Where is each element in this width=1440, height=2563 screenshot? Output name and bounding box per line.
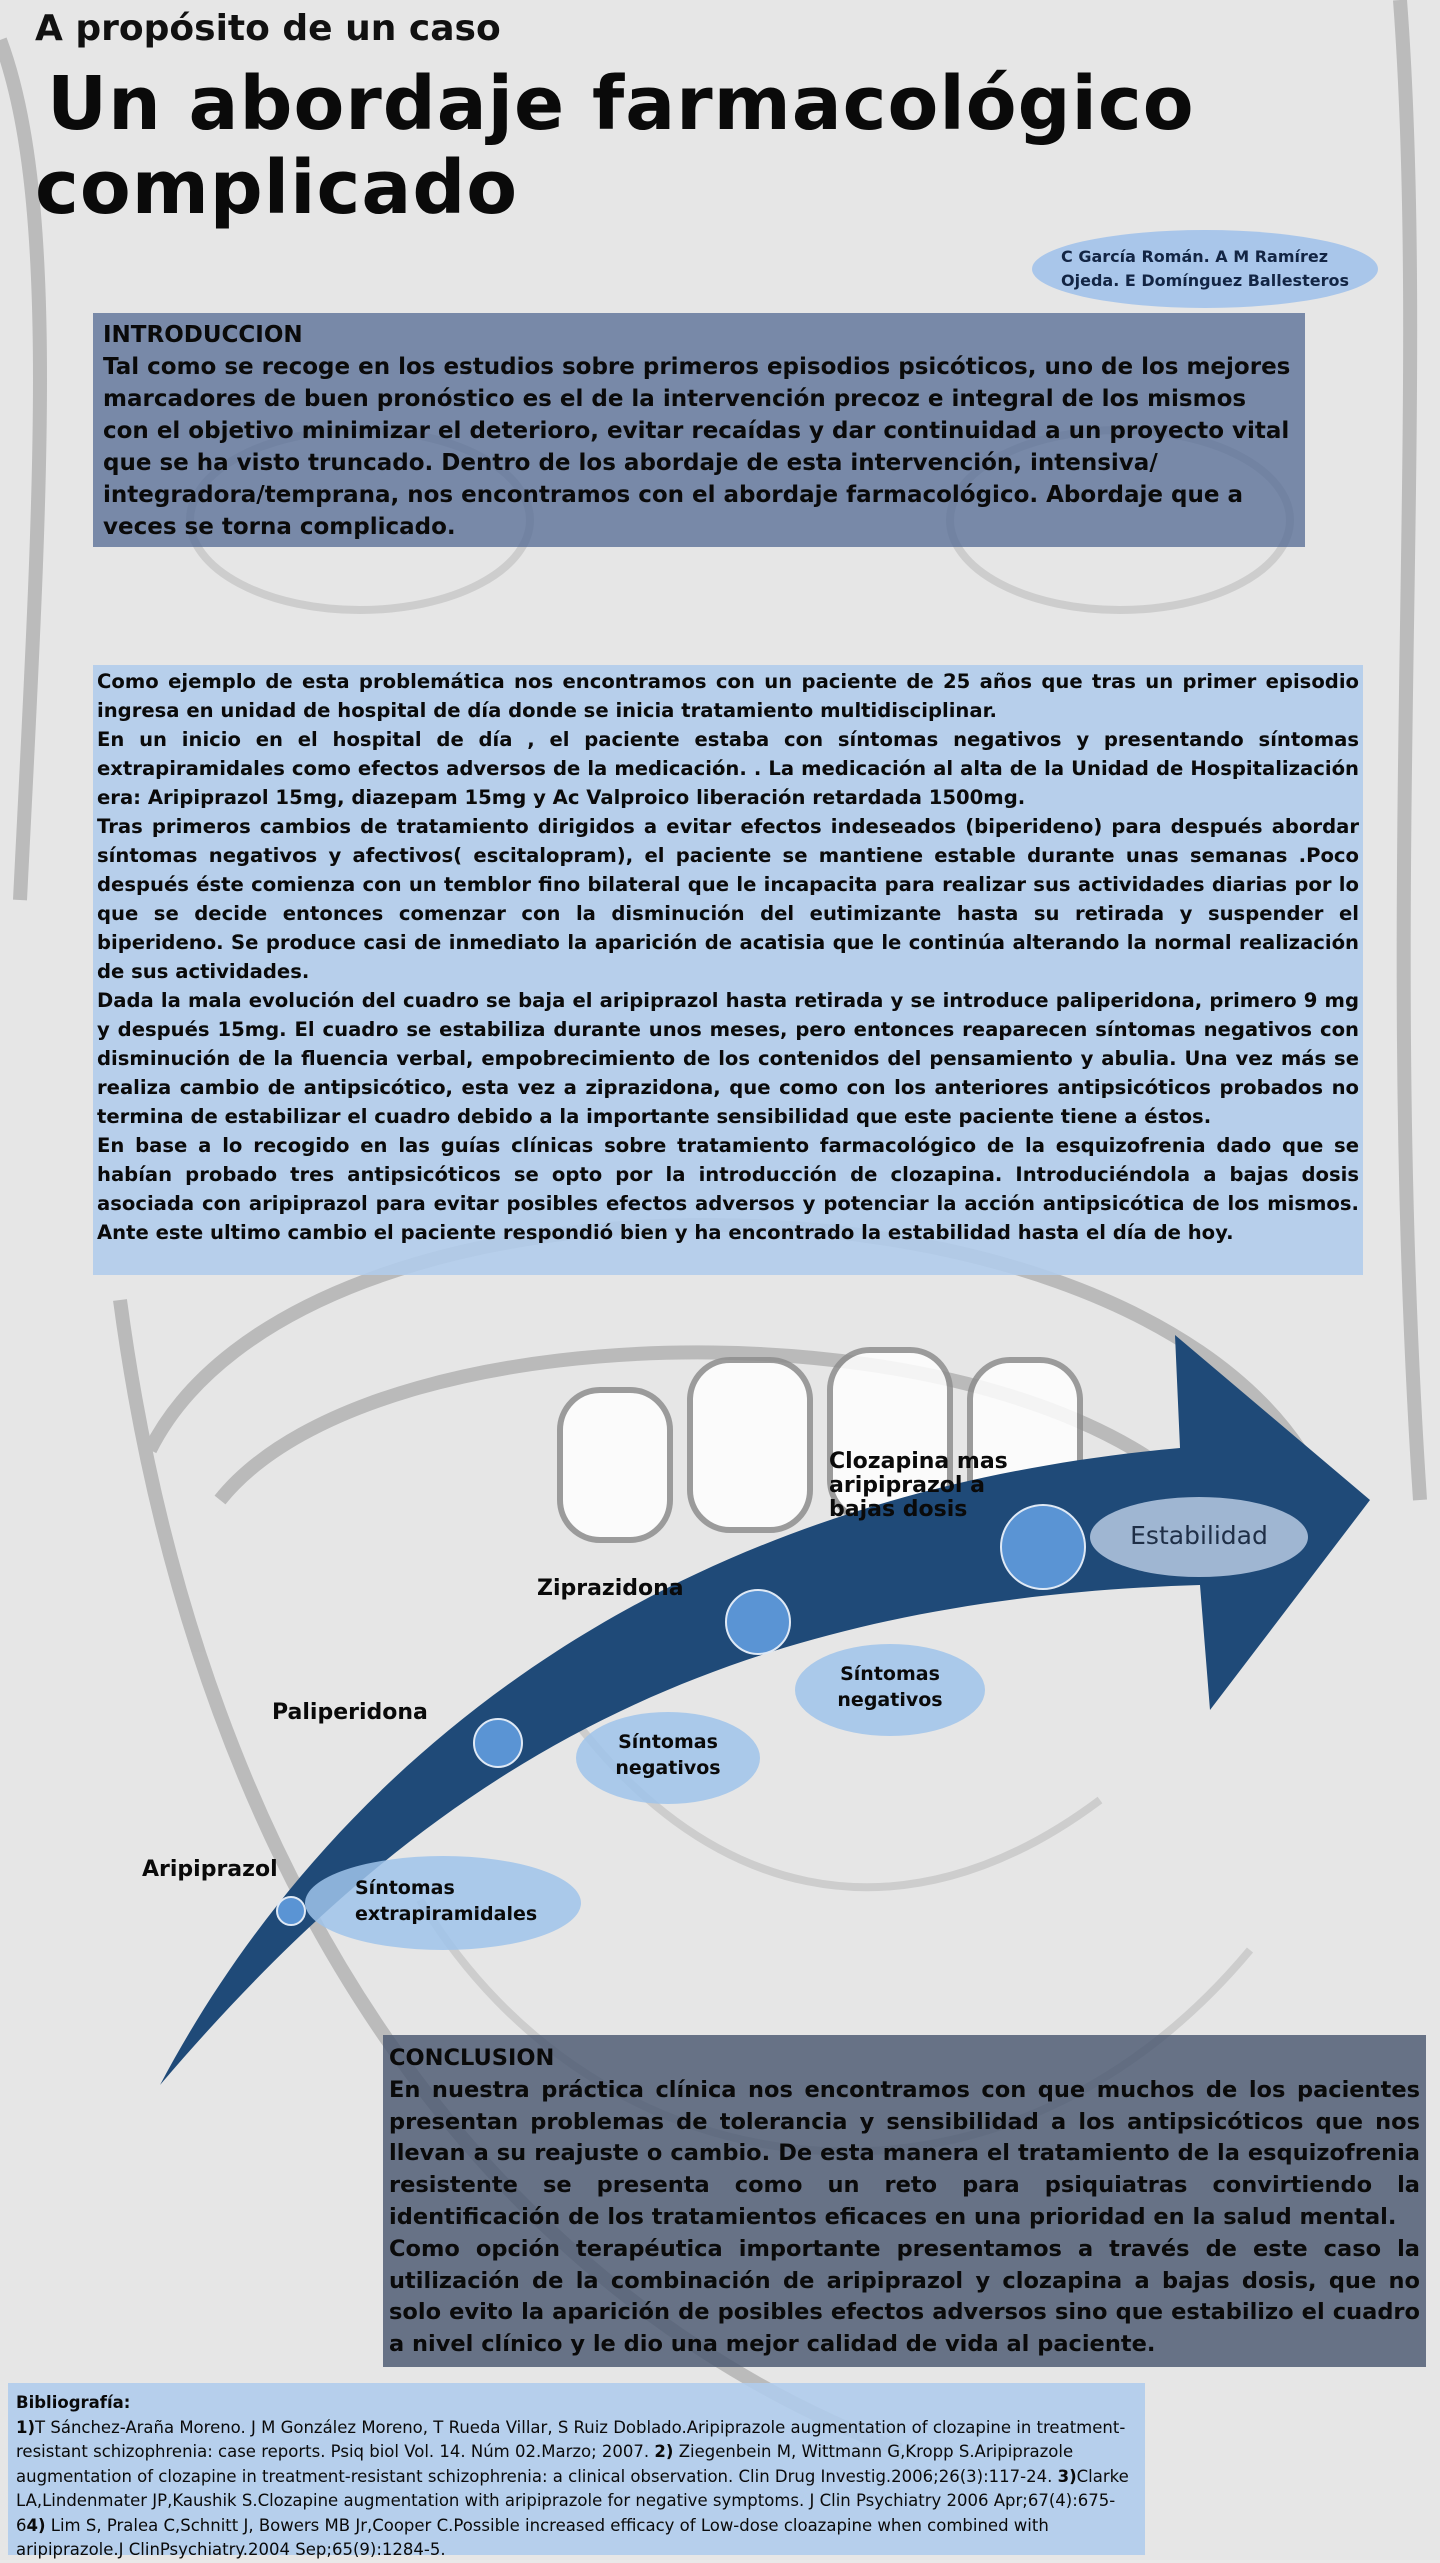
timeline-final-label: Estabilidad — [1130, 1521, 1268, 1550]
ref4-number: 4) — [26, 2515, 46, 2535]
step2-note-line-1: Síntomas — [618, 1731, 718, 1753]
conclusion-paragraph-1: En nuestra práctica clínica nos encontramos con que muchos de los pacientes presentan problemas de tolerancia y sensibilidad a los antipsicóticos que nos llevan a su reajuste o cambio. De esta manera el tratamiento de la esquizofrenia resistente se presenta como un reto para psiquiatras convirtiendo la identificación de los tratamientos eficaces en una prioridad en la salud mental. — [389, 2076, 1420, 2230]
ref4-text: Lim S, Pralea C,Schnitt J, Bowers MB Jr,Cooper C.Possible increased efficacy of Low-dose cloazapine when combined with aripiprazole.J ClinPsychiatry.2004 Sep;65(9):1284-5. — [16, 2515, 1049, 2559]
conclusion-heading: CONCLUSION — [389, 2045, 555, 2071]
bibliography-section — [8, 2383, 1145, 2559]
timeline-step4-marker — [1001, 1505, 1085, 1589]
case-paragraph-1: Como ejemplo de esta problemática nos encontramos con un paciente de 25 años que tras un primer episodio ingresa en unidad de hospital de día donde se inicia tratamiento multidisciplinar. — [97, 670, 1359, 722]
case-paragraph-5: En base a lo recogido en las guías clínicas sobre tratamiento farmacológico de la esquizofrenia dado que se habían probado tres antipsicóticos se opto por la introducción de clozapina. Introduciéndola a bajas dosis asociada con aripiprazol para evitar posibles efectos adversos y potenciar la acción antipsicótica de los mismos. Ante este ultimo cambio el paciente respondió bien y ha encontrado la estabilidad hasta el día de hoy. — [97, 1134, 1359, 1244]
introduction-text: Tal como se recoge en los estudios sobre primeros episodios psicóticos, uno de los mejores marcadores de buen pronóstico es el de la intervención precoz e integral de los mismos con el objetivo minimizar el deterioro, evitar recaídas y dar continuidad a un proyecto vital que se ha visto truncado. Dentro de los abordaje de esta intervención, intensiva/ integradora/temprana, nos encontramos con el abordaje farmacológico. Abordaje que a veces se torna complicado. — [103, 354, 1291, 540]
conclusion-paragraph-2: Como opción terapéutica importante presentamos a través de este caso la utilización de la combinación de aripiprazol y clozapina a bajas dosis, que no solo evito la aparición de posibles efectos adversos sino que estabilizo el cuadro a nivel clínico y le dio una mejor calidad de vida al paciente. — [389, 2235, 1420, 2358]
step2-label: Paliperidona — [272, 1700, 428, 1725]
poster-title — [35, 62, 1195, 230]
step4-label-line-3: bajas dosis — [829, 1497, 968, 1522]
step2-note — [598, 1729, 738, 1781]
step1-label: Aripiprazol — [142, 1857, 278, 1882]
bibliography-heading: Bibliografía: — [16, 2393, 131, 2412]
step1-note-line-1: Síntomas — [355, 1877, 455, 1899]
authors — [1030, 228, 1380, 310]
ref1-text: T Sánchez-Araña Moreno. J M González Moreno, T Rueda Villar, S Ruiz Doblado.Aripiprazole augmentation of clozapine in treatment-resistant schizophrenia: case reports. Psiq biol Vol. 14. Núm 02.Marzo; 2007. — [16, 2417, 1126, 2461]
step3-note-line-2: negativos — [837, 1689, 943, 1711]
case-section — [93, 665, 1363, 1275]
step4-label — [829, 1450, 1008, 1522]
authors-line-1: C García Román. A M Ramírez — [1061, 247, 1329, 266]
introduction-section — [93, 313, 1305, 547]
timeline-step3-marker — [726, 1590, 790, 1654]
case-paragraph-2: En un inicio en el hospital de día , el paciente estaba con síntomas negativos y presentando síntomas extrapiramidales como efectos adversos de la medicación. . La medicación al alta de la Unidad de Hospitalización era: Aripiprazol 15mg, diazepam 15mg y Ac Valproico liberación retardada 1500mg. — [97, 728, 1359, 809]
step1-note-line-2: extrapiramidales — [355, 1903, 538, 1925]
ref3-text: Clarke LA,Lindenmater JP,Kaushik S.Clozapine augmentation with aripiprazole for negative symptoms. J Clin Psychiatry 2006 Apr;67(4):675-6 — [16, 2466, 1129, 2535]
title-line-2: complicado — [35, 145, 519, 231]
step3-note — [820, 1661, 960, 1713]
ref1-number: 1) — [16, 2417, 36, 2437]
timeline-step2-marker — [474, 1719, 522, 1767]
poster-subtitle: A propósito de un caso — [35, 8, 501, 49]
authors-line-2: Ojeda. E Domínguez Ballesteros — [1061, 271, 1349, 290]
ref3-number: 3) — [1057, 2466, 1077, 2486]
step1-note — [355, 1875, 537, 1927]
bibliography-list — [16, 2416, 1137, 2563]
treatment-timeline — [0, 1300, 1440, 2100]
case-paragraph-4: Dada la mala evolución del cuadro se baja el aripiprazol hasta retirada y se introduce paliperidona, primero 9 mg y después 15mg. El cuadro se estabiliza durante unos meses, pero entonces reaparecen síntomas negativos con disminución de la fluencia verbal, empobrecimiento de los contenidos del pensamiento y abulia. Una vez más se realiza cambio de antipsicótico, esta vez a ziprazidona, que como con los anteriores antipsicóticos probados no termina de estabilizar el cuadro debido a la importante sensibilidad que este paciente tiene a éstos. — [97, 989, 1359, 1128]
title-line-1: Un abordaje farmacológico — [47, 61, 1195, 147]
step4-label-line-2: aripiprazol a — [829, 1473, 985, 1498]
case-paragraph-3: Tras primeros cambios de tratamiento dirigidos a evitar efectos indeseados (biperideno) para después abordar síntomas negativos y afectivos( escitalopram), el paciente se mantiene estable durante unas semanas .Poco después éste comienza con un temblor fino bilateral que le incapacita para realizar sus actividades diarias por lo que se decide entonces comenzar con la disminución del eutimizante hasta su retirada y suspender el biperideno. Se produce casi de inmediato la aparición de acatisia que le continúa alterando la normal realización de sus actividades. — [97, 815, 1359, 983]
step3-note-line-1: Síntomas — [840, 1663, 940, 1685]
ref2-number: 2) — [654, 2442, 674, 2461]
introduction-heading: INTRODUCCION — [103, 322, 303, 348]
step4-label-line-1: Clozapina mas — [829, 1449, 1008, 1474]
timeline-step1-marker — [277, 1897, 305, 1925]
step3-label: Ziprazidona — [537, 1576, 684, 1601]
step2-note-line-2: negativos — [615, 1757, 721, 1779]
ref2-text: Ziegenbein M, Wittmann G,Kropp S.Aripiprazole augmentation of clozapine in treatment-resistant schizophrenia: a clinical observation. Clin Drug Investig.2006;26(3):117-24. — [16, 2442, 1074, 2486]
conclusion-section — [383, 2035, 1426, 2367]
